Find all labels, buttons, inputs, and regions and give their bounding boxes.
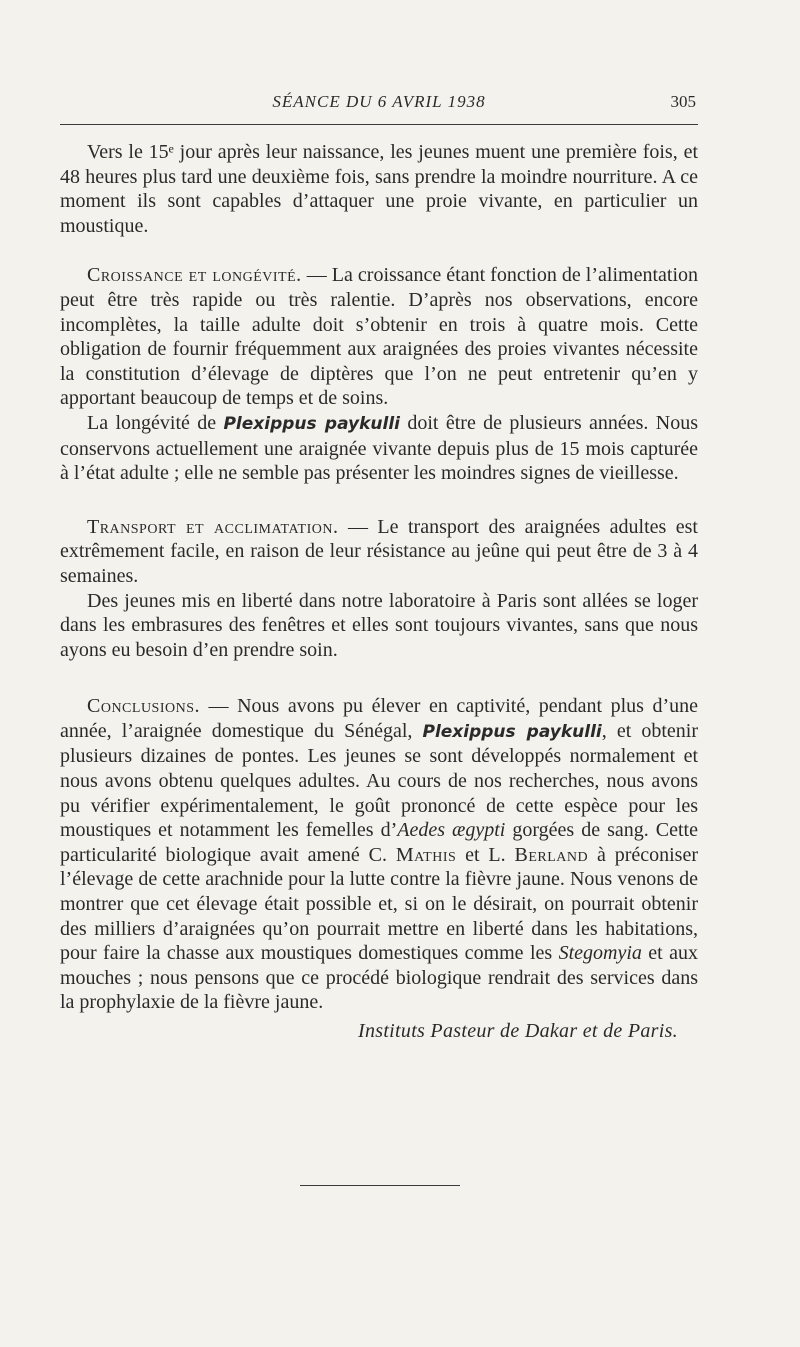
- paragraph-longevity-text-a: La longévité de: [87, 411, 224, 434]
- running-head: SÉANCE DU 6 AVRIL 1938: [272, 92, 486, 111]
- conclusions-text-d: et L.: [456, 843, 515, 866]
- page-header: [60, 92, 698, 120]
- section-heading-growth: Croissance et longévité.: [87, 264, 302, 287]
- section-heading-conclusions: Conclusions.: [87, 695, 201, 718]
- conclusions-text-b: , et obtenir plusieurs dizaines de pontes. Les jeunes se sont développés normalement et nous avons obtenu quelques adultes. Au cours de nos recherches, nous avons pu vérifier expérimentalement, le goût prononcé de cette espèce pour les moustiques et notamment les femelles d’: [60, 719, 698, 842]
- author-name-mathis: Mathis: [395, 843, 457, 866]
- conclusions-text-f: et aux mouches ; nous pensons que ce procédé biologique rendrait des services dans la prophylaxie de la fièvre jaune.: [60, 942, 698, 1014]
- paragraph-longevity: [60, 411, 698, 486]
- genus-name-stegomyia: Stegomyia: [558, 942, 642, 965]
- author-name-berland: Berland: [514, 843, 589, 866]
- end-rule: [300, 1185, 460, 1186]
- paragraph-growth-text: — La croissance étant fonction de l’alimentation peut être très rapide ou très ralentie. D’après nos observations, encore incomplètes, la taille adulte doit s’obtenir en trois à quatre mois. Cette obligation de fournir fréquemment aux araignées des proies vivantes nécessite la constitution d’élevage de diptères que l’on ne peut entretenir qu’en y apportant beaucoup de temps et de soins.: [60, 264, 698, 410]
- species-name: Plexippus paykulli: [223, 413, 401, 434]
- article-body: [60, 140, 698, 1044]
- conclusions-text-e: à préconiser l’élevage de cette arachnide pour la lutte contre la fièvre jaune. Nous venons de montrer que cet élevage était possible et, si on le désirait, on pourrait obtenir des milliers d’araignées qu’on pourrait mettre en liberté dans les habitations, pour faire la chasse aux moustiques domestiques comme les: [60, 843, 698, 965]
- paragraph-transport: [60, 515, 698, 589]
- affiliation-signature: Instituts Pasteur de Dakar et de Paris.: [357, 1020, 678, 1042]
- section-heading-transport: Transport et acclimatation.: [87, 515, 339, 538]
- paragraph-transport-text: — Le transport des araignées adultes est extrêmement facile, en raison de leur résistance au jeûne qui peut être de 3 à 4 semaines.: [60, 515, 698, 587]
- species-name: Plexippus paykulli: [422, 721, 602, 742]
- conclusions-text-c: gorgées de sang. Cette particularité biologique avait amené C.: [60, 819, 698, 866]
- paragraph-conclusions: [60, 694, 698, 1015]
- paragraph-growth: [60, 263, 698, 411]
- paragraph-molting: Vers le 15ᵉ jour après leur naissance, les jeunes muent une première fois, et 48 heures plus tard une deuxième fois, sans prendre la moindre nourriture. A ce moment ils sont capables d’attaquer une proie vivante, en particulier un moustique.: [60, 141, 698, 237]
- paragraph-longevity-text-b: doit être de plusieurs années. Nous conservons actuellement une araignée vivante depuis plus de 15 mois capturée à l’état adulte ; elle ne semble pas présenter les moindres signes de vieillesse.: [60, 411, 698, 485]
- header-rule: [60, 124, 698, 125]
- paragraph-liberty: Des jeunes mis en liberté dans notre laboratoire à Paris sont allées se loger dans les embrasures des fenêtres et elles sont toujours vivantes, sans que nous ayons eu besoin d’en prendre soin.: [60, 589, 698, 661]
- species-name-aedes: Aedes ægypti: [397, 819, 506, 842]
- page-number: 305: [670, 92, 696, 111]
- conclusions-text-a: — Nous avons pu élever en captivité, pendant plus d’une année, l’araignée domestique du Sénégal,: [60, 695, 698, 742]
